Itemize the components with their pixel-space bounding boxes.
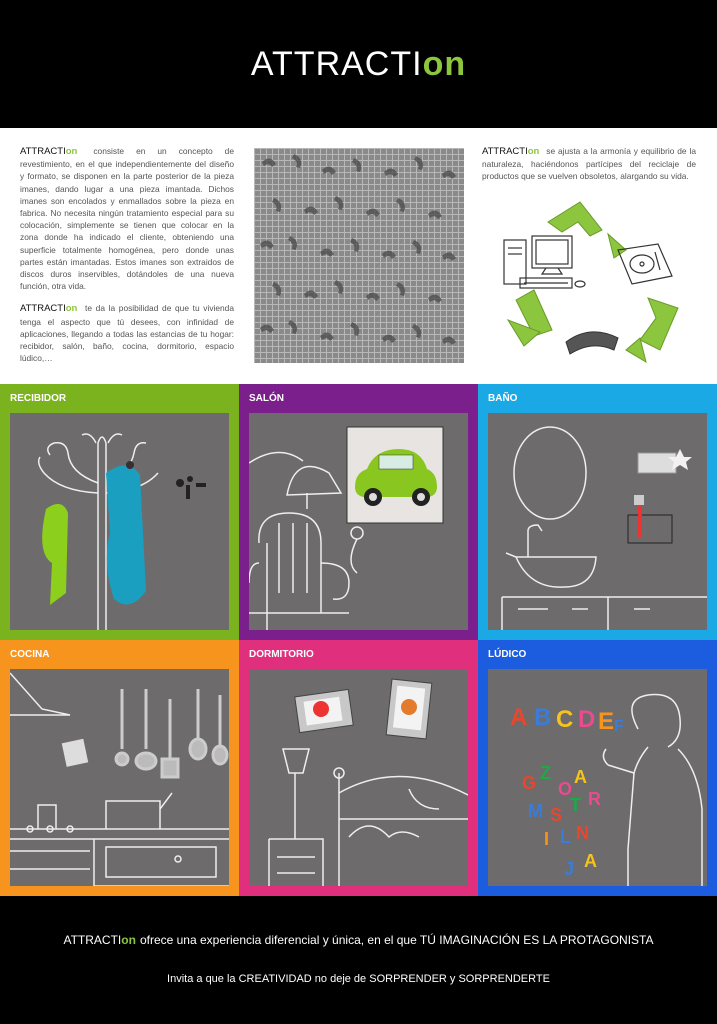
svg-text:D: D: [578, 706, 596, 733]
brand-logo-prefix: ATTRACTI: [250, 44, 423, 83]
computer-icon: [504, 236, 585, 288]
room-image-bano: [488, 413, 707, 630]
svg-text:E: E: [598, 708, 615, 735]
magnet-icon: [566, 332, 618, 354]
brand-logo-inline: ATTRACTIon: [63, 933, 136, 947]
intro-text-3: se ajusta a la armonía y equilibrio de la naturaleza, haciéndonos partícipes del reciclaje de productos que se vuelven obsoletos, alargando su vida.: [482, 146, 696, 182]
magnetic-letters: [510, 704, 624, 735]
room-title: DORMITORIO: [249, 649, 314, 660]
room-tile-recibidor[interactable]: [0, 384, 239, 640]
room-image-ludico: [488, 669, 707, 886]
svg-text:N: N: [576, 823, 589, 843]
footer-text-1: ofrece una experiencia diferencial y única, en el que TÚ IMAGINACIÓN ES LA PROTAGONISTA: [139, 933, 654, 947]
svg-text:C: C: [556, 706, 574, 733]
intro-text-2: te da la posibilidad de que tu vivienda tenga el aspecto que tú desees, con infinidad de aplicaciones, llegando a todas las estancias de tu hogar: recibidor, salón, baño, cocina, dormitorio, espacio lúdico,…: [20, 303, 234, 364]
svg-text:O: O: [558, 779, 573, 799]
intro-paragraph-1: [20, 145, 234, 292]
brand-logo-inline: ATTRACTIon: [20, 303, 78, 315]
header: [0, 0, 717, 128]
intro-paragraph-3: [482, 145, 696, 183]
room-title: SALÓN: [249, 393, 284, 404]
intro-paragraph-2: [20, 302, 234, 364]
intro-section: [0, 128, 717, 384]
svg-text:F: F: [614, 718, 624, 735]
svg-text:Z: Z: [540, 763, 551, 783]
brand-logo-inline: ATTRACTIon: [20, 146, 78, 157]
svg-text:R: R: [588, 789, 601, 809]
magnet-pattern-image: [254, 148, 464, 363]
svg-text:J: J: [564, 859, 575, 879]
room-title: LÚDICO: [488, 649, 527, 660]
room-tile-ludico[interactable]: [478, 640, 717, 896]
svg-text:I: I: [544, 829, 550, 849]
intro-column-left: [20, 145, 234, 364]
room-tile-salon[interactable]: [239, 384, 478, 640]
utensils-icon: [116, 689, 227, 777]
footer-line-1: [0, 933, 717, 947]
intro-text-1: consiste en un concepto de revestimiento, en el que independientemente del diseño y formato, se disponen en la parte posterior de la pieza imanes, dando lugar a una pieza imantada. Dichos imanes son encolados y enmallados sobre la pieza en fabrica. No necesita ningún tratamiento especial para su colocación, simplemente se tienen que colocar en la zona donde ha indicado el cliente, obteniendo una superficie totalmente homogénea, pero donde unas partes están imantadas. Estos imanes son extraidos de discos duros inservibles, dotándoles de una nueva función, otra vida.: [20, 146, 235, 292]
intro-column-right: [482, 145, 696, 183]
room-tile-bano[interactable]: [478, 384, 717, 640]
footer-text-2: Invita a que la CREATIVIDAD no deje de SORPRENDER y SORPRENDERTE: [167, 973, 550, 985]
svg-text:L: L: [560, 827, 571, 847]
room-title: BAÑO: [488, 393, 518, 404]
svg-text:T: T: [570, 795, 581, 815]
svg-text:A: A: [510, 704, 528, 731]
svg-text:A: A: [574, 767, 587, 787]
room-image-cocina: [10, 669, 229, 886]
svg-text:S: S: [550, 805, 563, 825]
room-image-recibidor: [10, 413, 229, 630]
room-image-salon: [249, 413, 468, 630]
room-title: COCINA: [10, 649, 50, 660]
recycle-diagram: [490, 200, 690, 375]
room-image-dormitorio: [249, 669, 468, 886]
svg-text:G: G: [522, 773, 537, 793]
brand-logo: [251, 45, 466, 84]
brand-logo-inline: ATTRACTIon: [482, 146, 540, 157]
svg-text:A: A: [584, 851, 597, 871]
svg-text:B: B: [534, 704, 552, 731]
room-title: RECIBIDOR: [10, 393, 67, 404]
room-tile-dormitorio[interactable]: [239, 640, 478, 896]
brand-logo-suffix: on: [422, 44, 467, 83]
footer: [0, 896, 717, 1024]
room-tile-cocina[interactable]: [0, 640, 239, 896]
svg-text:M: M: [528, 801, 543, 821]
